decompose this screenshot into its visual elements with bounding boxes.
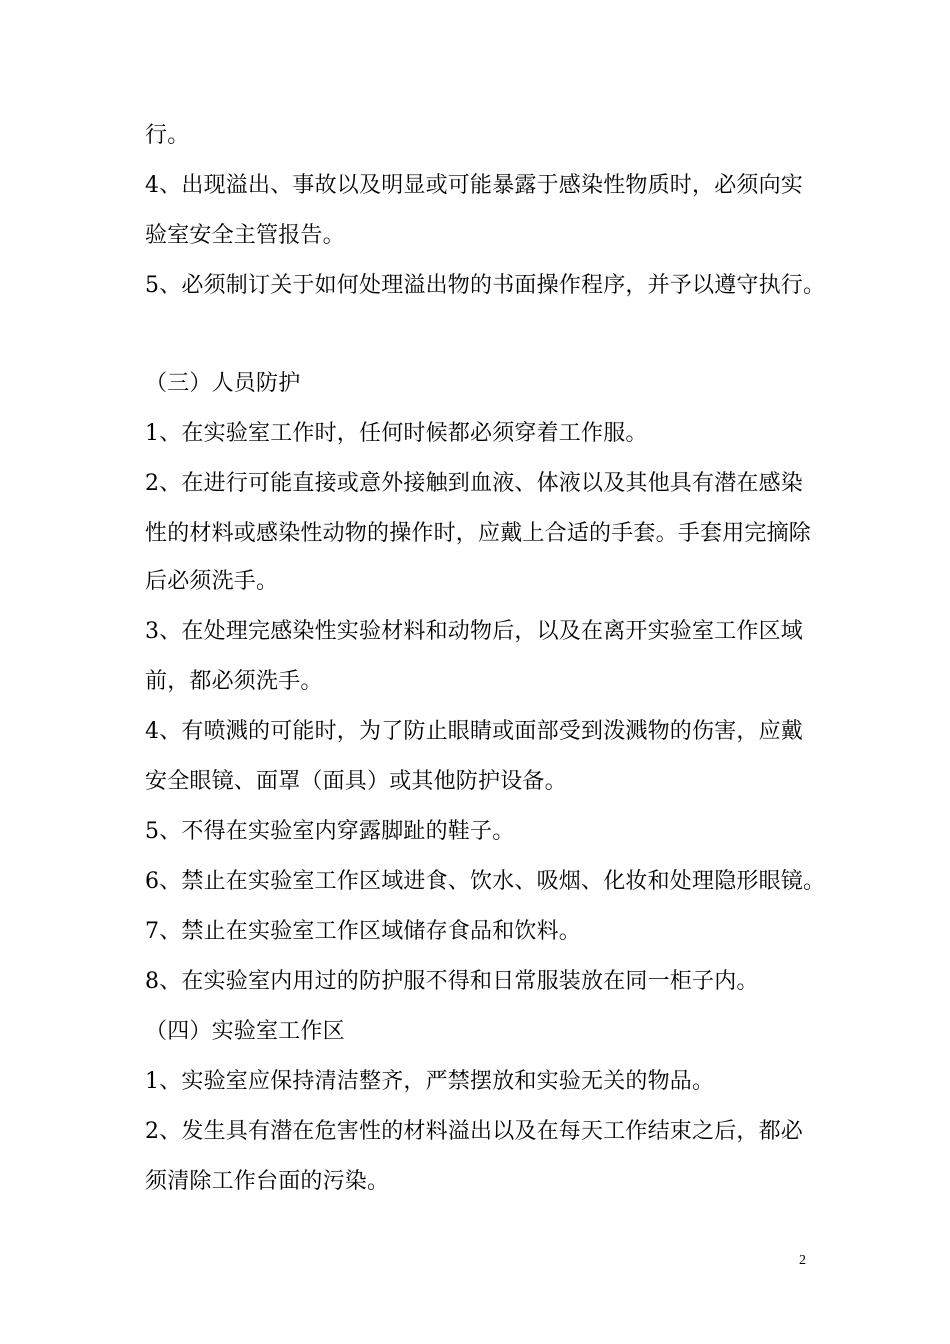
paragraph-line: 2、发生具有潜在危害性的材料溢出以及在每天工作结束之后，都必: [145, 1119, 803, 1144]
paragraph-line: 1、实验室应保持清洁整齐，严禁摆放和实验无关的物品。: [145, 1069, 715, 1094]
paragraph-line: 前，都必须洗手。: [145, 669, 323, 694]
page-number: 2: [799, 1253, 806, 1268]
paragraph-line: 2、在进行可能直接或意外接触到血液、体液以及其他具有潜在感染: [145, 471, 803, 496]
section-heading: （三）人员防护: [145, 371, 301, 396]
section-heading: （四）实验室工作区: [145, 1019, 345, 1044]
paragraph-line: 6、禁止在实验室工作区域进食、饮水、吸烟、化妆和处理隐形眼镜。: [145, 869, 826, 894]
paragraph-line: 验室安全主管报告。: [145, 223, 345, 248]
paragraph-line: 行。: [145, 123, 190, 148]
paragraph-line: 8、在实验室内用过的防护服不得和日常服装放在同一柜子内。: [145, 969, 759, 994]
paragraph-line: 性的材料或感染性动物的操作时，应戴上合适的手套。手套用完摘除: [145, 521, 812, 546]
paragraph-line: 3、在处理完感染性实验材料和动物后，以及在离开实验室工作区域: [145, 619, 803, 644]
paragraph-line: 4、有喷溅的可能时，为了防止眼睛或面部受到泼溅物的伤害，应戴: [145, 719, 803, 744]
paragraph-line: 1、在实验室工作时，任何时候都必须穿着工作服。: [145, 421, 648, 446]
paragraph-line: 7、禁止在实验室工作区域储存食品和饮料。: [145, 919, 581, 944]
paragraph-line: 须清除工作台面的污染。: [145, 1169, 390, 1194]
paragraph-line: 5、必须制订关于如何处理溢出物的书面操作程序，并予以遵守执行。: [145, 273, 826, 298]
paragraph-line: 后必须洗手。: [145, 569, 279, 594]
paragraph-line: 5、不得在实验室内穿露脚趾的鞋子。: [145, 819, 515, 844]
paragraph-line: 4、出现溢出、事故以及明显或可能暴露于感染性物质时，必须向实: [145, 173, 803, 198]
paragraph-line: 安全眼镜、面罩（面具）或其他防护设备。: [145, 769, 567, 794]
